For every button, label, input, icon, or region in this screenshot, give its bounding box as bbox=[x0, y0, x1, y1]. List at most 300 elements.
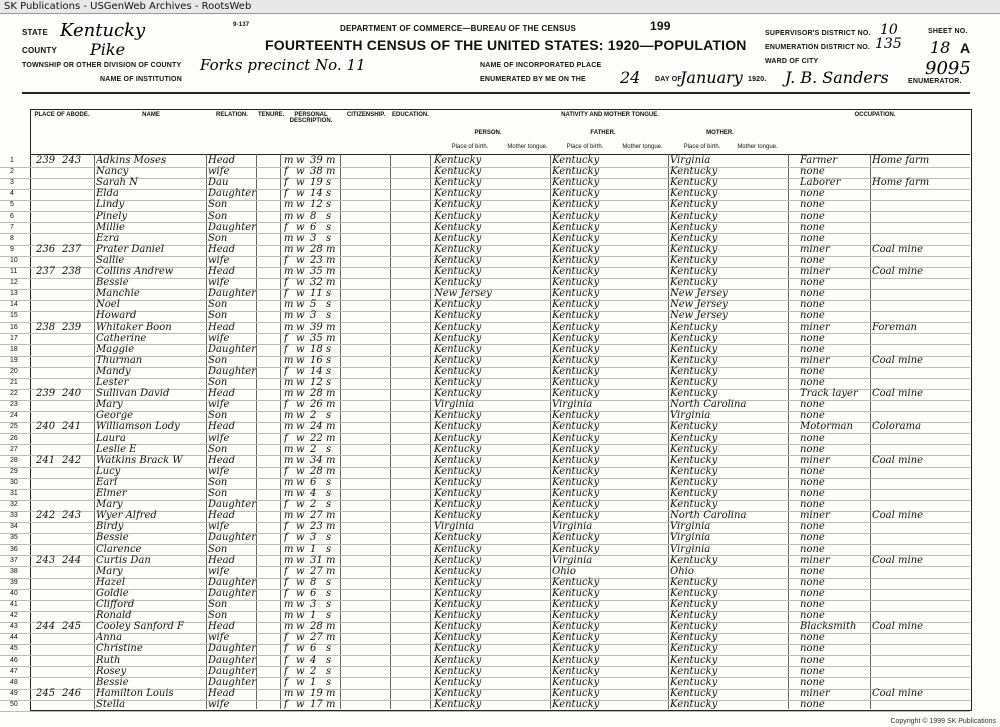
cell-ms: m bbox=[326, 687, 336, 699]
cell-rel: wife bbox=[208, 465, 230, 477]
cell-occ: none bbox=[800, 643, 825, 655]
cell-name: Mandy bbox=[96, 365, 131, 377]
cell-ms: m bbox=[326, 388, 336, 400]
cell-fam: 243 bbox=[62, 155, 82, 166]
cell-fpb: Kentucky bbox=[552, 210, 600, 222]
cell-ind: Home farm bbox=[872, 155, 930, 166]
cell-dw: 237 bbox=[36, 266, 56, 277]
cell-name: Laura bbox=[96, 432, 126, 444]
cell-ms: m bbox=[326, 155, 336, 166]
cell-sex: f bbox=[284, 698, 288, 710]
cell-dw: 243 bbox=[36, 554, 56, 566]
cell-age: 16 bbox=[310, 354, 323, 366]
cell-rel: Head bbox=[208, 554, 236, 566]
cell-rel: wife bbox=[208, 432, 230, 444]
cell-ms: m bbox=[326, 332, 336, 344]
cell-fpb: Kentucky bbox=[552, 299, 600, 311]
cell-ms: m bbox=[326, 399, 336, 411]
cell-fpb: Kentucky bbox=[552, 643, 600, 655]
row-number: 34 bbox=[10, 523, 18, 531]
cell-ms: m bbox=[326, 632, 336, 644]
cell-fpb: Kentucky bbox=[552, 532, 600, 544]
year-label: 1920. bbox=[748, 76, 767, 83]
cell-sex: f bbox=[284, 288, 288, 300]
cell-occ: none bbox=[800, 432, 825, 444]
cell-pb: Kentucky bbox=[434, 621, 482, 633]
cell-race: w bbox=[296, 587, 305, 599]
cell-fam: 238 bbox=[62, 266, 82, 277]
cell-name: Maggie bbox=[96, 343, 135, 355]
cell-age: 6 bbox=[310, 643, 317, 655]
cell-pb: Virginia bbox=[434, 521, 475, 533]
row-number: 4 bbox=[10, 190, 14, 198]
cell-ms: s bbox=[326, 532, 332, 544]
cell-occ: none bbox=[800, 488, 825, 499]
cell-ms: m bbox=[326, 465, 336, 477]
row-number: 42 bbox=[10, 612, 18, 620]
cell-mpb: Kentucky bbox=[670, 188, 718, 200]
cell-sex: m bbox=[284, 488, 294, 499]
cell-age: 12 bbox=[310, 199, 323, 211]
cell-sex: m bbox=[284, 554, 294, 566]
cell-mpb: New Jersey bbox=[670, 310, 728, 322]
cell-name: Catherine bbox=[96, 332, 147, 344]
cell-pb: Kentucky bbox=[434, 554, 482, 566]
cell-pb: Kentucky bbox=[434, 321, 482, 333]
county-value: Pike bbox=[90, 40, 126, 59]
cell-name: Manchie bbox=[96, 288, 140, 300]
cell-rel: wife bbox=[208, 521, 230, 533]
cell-sex: f bbox=[284, 332, 288, 344]
section-citizenship: CITIZENSHIP. bbox=[346, 112, 386, 118]
cell-fpb: Kentucky bbox=[552, 377, 600, 388]
cell-occ: none bbox=[800, 332, 825, 344]
township-label: TOWNSHIP OR OTHER DIVISION OF COUNTY bbox=[22, 62, 182, 69]
cell-mpb: Kentucky bbox=[670, 221, 718, 233]
cell-name: Curtis Dan bbox=[96, 554, 151, 566]
cell-occ: miner bbox=[800, 554, 830, 566]
cell-occ: none bbox=[800, 654, 825, 666]
cell-race: w bbox=[296, 665, 305, 677]
cell-rel: Daughter bbox=[208, 654, 256, 666]
cell-rel: Daughter bbox=[208, 665, 256, 677]
cell-sex: f bbox=[284, 188, 288, 200]
cell-name: Ezra bbox=[96, 232, 120, 244]
cell-rel: wife bbox=[208, 332, 230, 344]
cell-pb: New Jersey bbox=[434, 288, 492, 300]
row-number: 24 bbox=[10, 412, 18, 420]
section-personal: PERSONAL DESCRIPTION. bbox=[289, 112, 333, 124]
cell-age: 27 bbox=[310, 632, 323, 644]
cell-sex: f bbox=[284, 221, 288, 233]
cell-ms: s bbox=[326, 343, 332, 355]
cell-name: Adkins Moses bbox=[96, 155, 167, 166]
cell-mpb: Kentucky bbox=[670, 354, 718, 366]
cell-rel: Son bbox=[208, 476, 228, 488]
cell-ms: s bbox=[326, 188, 332, 200]
institution-label: NAME OF INSTITUTION bbox=[100, 76, 182, 83]
cell-race: w bbox=[296, 321, 305, 333]
cell-rel: Son bbox=[208, 610, 228, 622]
cell-fpb: Kentucky bbox=[552, 277, 600, 289]
cell-occ: none bbox=[800, 576, 825, 588]
cell-pb: Kentucky bbox=[434, 454, 482, 466]
cell-ms: m bbox=[326, 621, 336, 633]
row-number: 36 bbox=[10, 545, 18, 553]
cell-ms: s bbox=[326, 587, 332, 599]
cell-ind: Coal mine bbox=[872, 388, 924, 400]
cell-age: 28 bbox=[310, 465, 323, 477]
cell-age: 28 bbox=[310, 243, 323, 255]
cell-rel: Daughter bbox=[208, 343, 256, 355]
cell-race: w bbox=[296, 232, 305, 244]
row-number: 26 bbox=[10, 434, 18, 442]
cell-race: w bbox=[296, 188, 305, 200]
cell-fpb: Kentucky bbox=[552, 476, 600, 488]
cell-occ: miner bbox=[800, 454, 830, 466]
row-number: 28 bbox=[10, 456, 18, 464]
cell-race: w bbox=[296, 421, 305, 433]
cell-pb: Kentucky bbox=[434, 510, 482, 522]
cell-pb: Kentucky bbox=[434, 532, 482, 544]
cell-mpb: Kentucky bbox=[670, 676, 718, 688]
cell-pb: Kentucky bbox=[434, 421, 482, 433]
cell-mpb: Kentucky bbox=[670, 643, 718, 655]
cell-mpb: Kentucky bbox=[670, 166, 718, 178]
cell-rel: Head bbox=[208, 266, 236, 277]
cell-age: 35 bbox=[310, 266, 323, 277]
cell-fpb: Kentucky bbox=[552, 354, 600, 366]
cell-pb: Kentucky bbox=[434, 155, 482, 166]
cell-fpb: Kentucky bbox=[552, 510, 600, 522]
row-number: 1 bbox=[10, 157, 14, 164]
cell-ind: Coal mine bbox=[872, 266, 924, 277]
cell-race: w bbox=[296, 676, 305, 688]
township-value: Forks precinct No. 11 bbox=[200, 56, 366, 74]
cell-dw: 236 bbox=[36, 243, 56, 255]
cell-occ: none bbox=[800, 443, 825, 455]
cell-age: 32 bbox=[310, 277, 323, 289]
cell-rel: Daughter bbox=[208, 587, 256, 599]
cell-fpb: Virginia bbox=[552, 554, 593, 566]
cell-mpb: Kentucky bbox=[670, 654, 718, 666]
cell-ms: s bbox=[326, 232, 332, 244]
cell-pb: Kentucky bbox=[434, 299, 482, 311]
cell-mpb: Kentucky bbox=[670, 665, 718, 677]
row-number: 9 bbox=[10, 245, 14, 253]
cell-pb: Kentucky bbox=[434, 610, 482, 622]
cell-age: 26 bbox=[310, 399, 323, 411]
cell-name: Elda bbox=[96, 188, 119, 200]
page-stamp: 199 bbox=[650, 19, 671, 33]
cell-sex: m bbox=[284, 266, 294, 277]
cell-age: 1 bbox=[310, 610, 317, 622]
cell-rel: Son bbox=[208, 377, 228, 388]
cell-occ: Laborer bbox=[800, 177, 841, 189]
cell-pb: Kentucky bbox=[434, 476, 482, 488]
cell-sex: f bbox=[284, 643, 288, 655]
cell-name: Williamson Lody bbox=[96, 421, 180, 433]
cell-mpb: Kentucky bbox=[670, 277, 718, 289]
cell-mpb: Kentucky bbox=[670, 177, 718, 189]
cell-ms: m bbox=[326, 166, 336, 178]
cell-rel: Head bbox=[208, 421, 236, 433]
cell-pb: Kentucky bbox=[434, 266, 482, 277]
cell-race: w bbox=[296, 310, 305, 322]
cell-fpb: Kentucky bbox=[552, 654, 600, 666]
cell-race: w bbox=[296, 443, 305, 455]
cell-fpb: Kentucky bbox=[552, 410, 600, 422]
cell-ms: s bbox=[326, 476, 332, 488]
cell-sex: m bbox=[284, 232, 294, 244]
cell-pb: Kentucky bbox=[434, 565, 482, 577]
cell-race: w bbox=[296, 277, 305, 289]
cell-occ: none bbox=[800, 199, 825, 211]
cell-race: w bbox=[296, 210, 305, 222]
cell-sex: f bbox=[284, 365, 288, 377]
cell-ms: m bbox=[326, 243, 336, 255]
cell-race: w bbox=[296, 332, 305, 344]
cell-ms: s bbox=[326, 365, 332, 377]
cell-pb: Kentucky bbox=[434, 210, 482, 222]
cell-fpb: Kentucky bbox=[552, 232, 600, 244]
cell-rel: Son bbox=[208, 599, 228, 610]
cell-sex: m bbox=[284, 354, 294, 366]
cell-pb: Kentucky bbox=[434, 488, 482, 499]
cell-race: w bbox=[296, 632, 305, 644]
cell-sex: f bbox=[284, 343, 288, 355]
cell-name: Ronald bbox=[96, 610, 132, 622]
cell-fpb: Kentucky bbox=[552, 488, 600, 499]
cell-pb: Kentucky bbox=[434, 254, 482, 266]
cell-name: Anna bbox=[96, 632, 123, 644]
cell-fpb: Kentucky bbox=[552, 343, 600, 355]
section-name: NAME bbox=[142, 112, 160, 118]
cell-ms: m bbox=[326, 266, 336, 277]
cell-race: w bbox=[296, 155, 305, 166]
cell-rel: wife bbox=[208, 698, 230, 710]
cell-rel: Head bbox=[208, 321, 236, 333]
cell-age: 28 bbox=[310, 388, 323, 400]
table-row bbox=[0, 699, 970, 712]
cell-occ: none bbox=[800, 665, 825, 677]
cell-occ: Motorman bbox=[800, 421, 853, 433]
cell-sex: f bbox=[284, 399, 288, 411]
cell-pb: Kentucky bbox=[434, 243, 482, 255]
cell-fpb: Kentucky bbox=[552, 599, 600, 610]
sheet-value: 18 bbox=[930, 38, 951, 57]
row-number: 7 bbox=[10, 223, 14, 231]
cell-fpb: Kentucky bbox=[552, 443, 600, 455]
cell-fam: 239 bbox=[62, 321, 82, 333]
cell-race: w bbox=[296, 266, 305, 277]
cell-age: 3 bbox=[310, 532, 317, 544]
row-number: 40 bbox=[10, 589, 18, 597]
copyright-notice: Copyright © 1999 SK Publications bbox=[890, 718, 996, 725]
cell-ms: m bbox=[326, 254, 336, 266]
cell-occ: none bbox=[800, 610, 825, 622]
cell-mpb: Virginia bbox=[670, 410, 711, 422]
row-number: 21 bbox=[10, 379, 18, 386]
cell-dw: 238 bbox=[36, 321, 56, 333]
row-number: 43 bbox=[10, 623, 18, 631]
cell-dw: 241 bbox=[36, 454, 56, 466]
cell-ms: m bbox=[326, 510, 336, 522]
cell-sex: f bbox=[284, 676, 288, 688]
cell-ms: s bbox=[326, 177, 332, 189]
cell-ms: s bbox=[326, 610, 332, 622]
cell-mpb: Kentucky bbox=[670, 243, 718, 255]
cell-name: Rosey bbox=[96, 665, 127, 677]
cell-age: 19 bbox=[310, 177, 323, 189]
section-tenure: TENURE. bbox=[258, 112, 285, 118]
cell-fam: 237 bbox=[62, 243, 82, 255]
cell-fam: 240 bbox=[62, 388, 82, 400]
cell-ms: s bbox=[326, 310, 332, 322]
cell-mpb: Kentucky bbox=[670, 321, 718, 333]
cell-ms: s bbox=[326, 576, 332, 588]
cell-rel: Son bbox=[208, 299, 228, 311]
cell-age: 4 bbox=[310, 654, 317, 666]
cell-name: Sarah N bbox=[96, 177, 138, 189]
cell-pb: Kentucky bbox=[434, 232, 482, 244]
cell-sex: m bbox=[284, 243, 294, 255]
row-number: 20 bbox=[10, 367, 18, 375]
cell-name: Goldie bbox=[96, 587, 129, 599]
cell-fam: 245 bbox=[62, 621, 82, 633]
cell-occ: none bbox=[800, 166, 825, 178]
cell-rel: Head bbox=[208, 621, 236, 633]
cell-age: 6 bbox=[310, 221, 317, 233]
cell-sex: m bbox=[284, 199, 294, 211]
cell-age: 23 bbox=[310, 254, 323, 266]
cell-pb: Kentucky bbox=[434, 188, 482, 200]
cell-occ: miner bbox=[800, 266, 830, 277]
cell-fpb: Kentucky bbox=[552, 199, 600, 211]
cell-fpb: Kentucky bbox=[552, 587, 600, 599]
cell-rel: Daughter bbox=[208, 643, 256, 655]
cell-occ: none bbox=[800, 532, 825, 544]
cell-pb: Kentucky bbox=[434, 587, 482, 599]
row-number: 10 bbox=[10, 256, 18, 264]
cell-pb: Kentucky bbox=[434, 332, 482, 344]
cell-sex: m bbox=[284, 410, 294, 422]
cell-sex: m bbox=[284, 155, 294, 166]
cell-age: 35 bbox=[310, 332, 323, 344]
cell-fpb: Kentucky bbox=[552, 266, 600, 277]
cell-race: w bbox=[296, 698, 305, 710]
row-number: 17 bbox=[10, 334, 18, 342]
row-number: 15 bbox=[10, 312, 18, 320]
cell-ms: s bbox=[326, 665, 332, 677]
cell-age: 5 bbox=[310, 299, 317, 311]
cell-age: 39 bbox=[310, 321, 323, 333]
cell-occ: none bbox=[800, 254, 825, 266]
cell-mpb: New Jersey bbox=[670, 299, 728, 311]
row-number: 19 bbox=[10, 356, 18, 364]
cell-pb: Kentucky bbox=[434, 443, 482, 455]
cell-name: Lester bbox=[96, 377, 129, 388]
cell-pb: Kentucky bbox=[434, 277, 482, 289]
cell-rel: Son bbox=[208, 354, 228, 366]
cell-ms: s bbox=[326, 354, 332, 366]
form-number: 9-137 bbox=[233, 22, 250, 28]
cell-rel: Daughter bbox=[208, 499, 256, 511]
row-number: 27 bbox=[10, 445, 18, 453]
cell-mpb: New Jersey bbox=[670, 288, 728, 300]
cell-race: w bbox=[296, 643, 305, 655]
cell-dw: 245 bbox=[36, 687, 56, 699]
cell-ms: m bbox=[326, 321, 336, 333]
cell-name: Mary bbox=[96, 565, 123, 577]
cell-fpb: Kentucky bbox=[552, 432, 600, 444]
cell-race: w bbox=[296, 299, 305, 311]
ed-label: ENUMERATION DISTRICT NO. bbox=[765, 44, 871, 51]
cell-sex: m bbox=[284, 621, 294, 633]
cell-mpb: Virginia bbox=[670, 521, 711, 533]
row-number: 39 bbox=[10, 578, 18, 586]
cell-mpb: Kentucky bbox=[670, 266, 718, 277]
person-place-of-birth-header: Place of birth. bbox=[451, 144, 489, 150]
cell-occ: none bbox=[800, 365, 825, 377]
cell-age: 2 bbox=[310, 410, 317, 422]
cell-age: 28 bbox=[310, 621, 323, 633]
cell-fpb: Kentucky bbox=[552, 177, 600, 189]
department-heading: DEPARTMENT OF COMMERCE—BUREAU OF THE CENSUS bbox=[340, 24, 577, 33]
cell-race: w bbox=[296, 499, 305, 511]
cell-occ: none bbox=[800, 221, 825, 233]
row-number: 12 bbox=[10, 279, 18, 287]
cell-race: w bbox=[296, 621, 305, 633]
cell-age: 11 bbox=[310, 288, 323, 300]
cell-race: w bbox=[296, 599, 305, 610]
cell-mpb: Kentucky bbox=[670, 499, 718, 511]
cell-race: w bbox=[296, 410, 305, 422]
cell-dw: 242 bbox=[36, 510, 56, 522]
row-number: 41 bbox=[10, 601, 18, 608]
cell-name: Collins Andrew bbox=[96, 266, 174, 277]
cell-name: Leslie E bbox=[96, 443, 137, 455]
place-label: NAME OF INCORPORATED PLACE bbox=[480, 62, 602, 69]
cell-dw: 244 bbox=[36, 621, 56, 633]
cell-mpb: Kentucky bbox=[670, 465, 718, 477]
cell-ms: m bbox=[326, 454, 336, 466]
cell-name: Mary bbox=[96, 499, 123, 511]
cell-occ: Farmer bbox=[800, 155, 838, 166]
cell-mpb: Kentucky bbox=[670, 388, 718, 400]
state-label: STATE bbox=[22, 28, 49, 37]
row-number: 3 bbox=[10, 179, 14, 187]
cell-sex: m bbox=[284, 510, 294, 522]
cell-rel: Daughter bbox=[208, 221, 256, 233]
cell-pb: Kentucky bbox=[434, 687, 482, 699]
row-number: 29 bbox=[10, 467, 18, 475]
cell-mpb: Virginia bbox=[670, 532, 711, 544]
cell-occ: none bbox=[800, 399, 825, 411]
cell-ms: s bbox=[326, 288, 332, 300]
cell-age: 27 bbox=[310, 510, 323, 522]
cell-sex: m bbox=[284, 310, 294, 322]
cell-race: w bbox=[296, 476, 305, 488]
cell-pb: Kentucky bbox=[434, 166, 482, 178]
cell-sex: m bbox=[284, 299, 294, 311]
cell-name: Hamilton Louis bbox=[96, 687, 174, 699]
cell-age: 31 bbox=[310, 554, 323, 566]
cell-race: w bbox=[296, 377, 305, 388]
cell-age: 38 bbox=[310, 166, 323, 178]
cell-occ: miner bbox=[800, 321, 830, 333]
cell-fpb: Kentucky bbox=[552, 698, 600, 710]
